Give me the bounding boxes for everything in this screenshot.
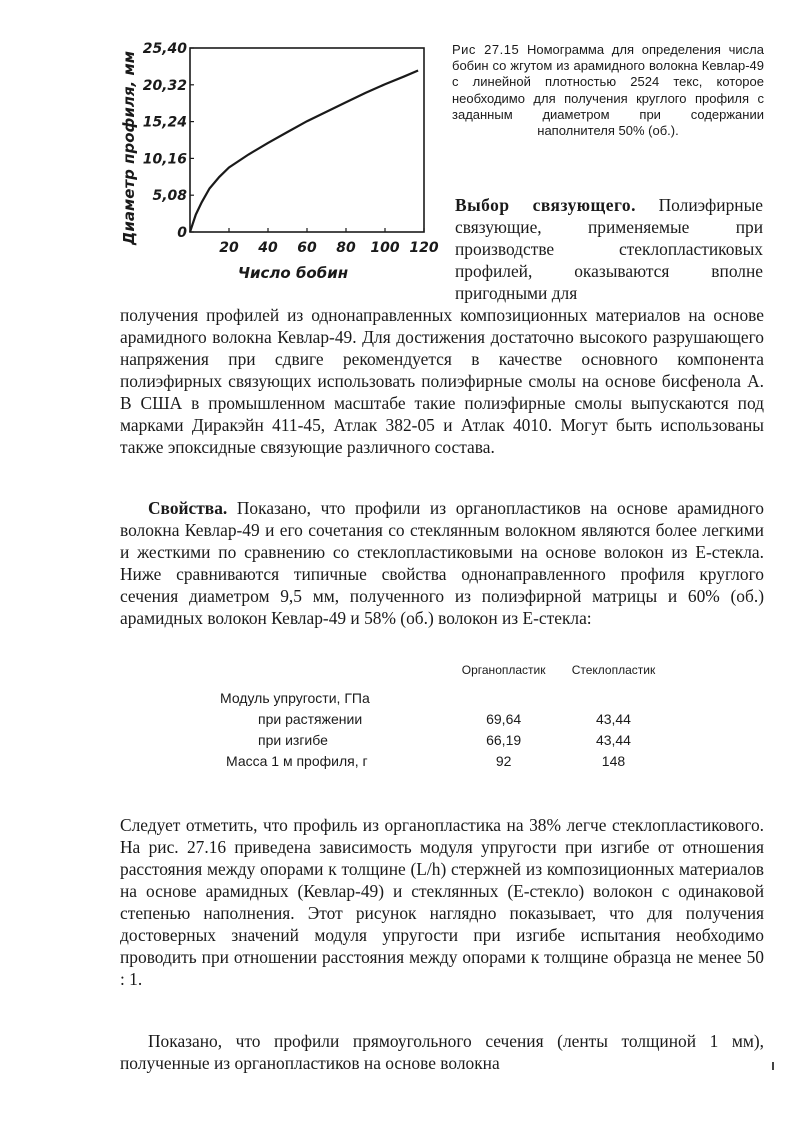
figure-caption bbox=[452, 42, 764, 139]
table-row bbox=[220, 687, 670, 708]
x-tick-label: 80 bbox=[336, 240, 356, 256]
table-row bbox=[220, 729, 670, 750]
series-line bbox=[190, 71, 418, 233]
x-tick-label: 120 bbox=[409, 240, 439, 256]
properties-table bbox=[220, 664, 670, 771]
x-tick-label: 20 bbox=[219, 240, 239, 256]
y-tick-label: 10,16 bbox=[142, 151, 187, 168]
runin-heading-binder: Выбор связующего. bbox=[455, 195, 636, 215]
paragraph-binder-continued: получения профилей из однонаправленных композиционных материалов на основе арамидного волокна Кевлар-49. Для достижения достаточно высокого разрушающего напряжения при сдвиге рекомендуется в качестве основного компонента полиэфирных связующих использовать полиэфирные смолы на основе бисфенола А. В США в промышленном масштабе такие полиэфирные смолы выпускаются под марками Диракэйн 411-45, Атлак 382-05 и Атлак 4010. Могут быть использованы также эпоксидные связующие различного состава. bbox=[120, 305, 764, 457]
margin-mark bbox=[772, 1062, 774, 1070]
cell-value: 43,44 bbox=[595, 731, 631, 748]
paragraph-modulus-comparison: Следует отметить, что профиль из органопластика на 38% легче стеклопластикового. На рис. 27.16 приведена зависимость модуля упругости при изгибе от отношения расстояния между опорами к толщине (L/h) стержней из композиционных материалов на основе арамидных (Кевлар-49) и стеклянных (Е-стекло) волокон с одинаковой степенью наполнения. Этот рисунок наглядно показывает, что для получения достоверных значений модуля упругости при изгибе испытания необходимо проводить при отношении расстояния между опорами к толщине образца не менее 50 : 1. bbox=[120, 815, 764, 989]
caption-label: Рис 27.15 bbox=[452, 42, 520, 57]
table-row bbox=[220, 750, 670, 771]
paragraph-text: Полиэфирные связующие, применяемые при производстве стеклопластиковых профилей, оказываются вполне пригодными для bbox=[455, 195, 763, 303]
table-row bbox=[220, 708, 670, 729]
x-tick-label: 60 bbox=[297, 240, 317, 256]
caption-text: Номограмма для определения числа бобин со жгутом из арамидного волокна Кевлар-49 с линейной плотностью 2524 текс, которое необходимо для получения круглого профиля с заданным диаметром при содержании наполнителя 50% (об.). bbox=[452, 42, 764, 139]
row-group-label: Модуль упругости, ГПа bbox=[220, 689, 370, 706]
y-tick-label: 5,08 bbox=[152, 188, 187, 205]
table-header-row bbox=[220, 664, 670, 687]
paragraph-binder-start bbox=[455, 194, 763, 304]
row-label: при растяжении bbox=[258, 710, 363, 727]
row-label: при изгибе bbox=[258, 731, 328, 748]
cell-value: 69,64 bbox=[486, 710, 522, 727]
paragraph-rectangular-profiles: Показано, что профили прямоугольного сечения (ленты толщиной 1 мм), полученные из органопластиков на основе волокна bbox=[120, 1031, 764, 1073]
y-tick-label: 25,40 bbox=[142, 41, 187, 57]
nomogram-chart bbox=[118, 36, 448, 292]
column-header-organoplastic: Органопластик bbox=[461, 663, 546, 677]
plot-frame bbox=[190, 48, 424, 232]
row-label: Масса 1 м профиля, г bbox=[226, 752, 368, 769]
cell-value: 92 bbox=[495, 752, 512, 769]
cell-value: 148 bbox=[601, 752, 626, 769]
cell-value: 43,44 bbox=[595, 710, 631, 727]
x-tick-label: 40 bbox=[258, 240, 278, 256]
y-ticks bbox=[143, 41, 194, 241]
runin-heading-properties: Свойства. bbox=[148, 498, 228, 518]
cell-value: 66,19 bbox=[486, 731, 522, 748]
x-tick-label: 100 bbox=[370, 240, 400, 256]
y-axis-label: Диаметр профиля, мм bbox=[120, 51, 138, 245]
y-tick-label: 0 bbox=[177, 225, 187, 241]
column-header-glassplastic: Стеклопластик bbox=[571, 663, 656, 677]
chart-axes bbox=[190, 48, 424, 232]
paragraph-properties bbox=[120, 497, 764, 629]
x-axis-label: Число бобин bbox=[237, 264, 349, 282]
y-tick-label: 15,24 bbox=[142, 114, 187, 131]
paragraph-text: Показано, что профили из органопластиков на основе арамидного волокна Кевлар-49 и его сочетания со стеклянным волокном являются более легкими и жесткими по сравнению со стеклопластиковыми на основе волокон из Е-стекла. Ниже сравниваются типичные свойства однонаправленного профиля круглого сечения диаметром 9,5 мм, полученного из полиэфирной матрицы и 60% (об.) арамидных волокон Кевлар-49 и 58% (об.) волокон из Е-стекла: bbox=[120, 498, 764, 628]
table-corner bbox=[220, 664, 450, 687]
y-tick-label: 20,32 bbox=[142, 77, 187, 94]
